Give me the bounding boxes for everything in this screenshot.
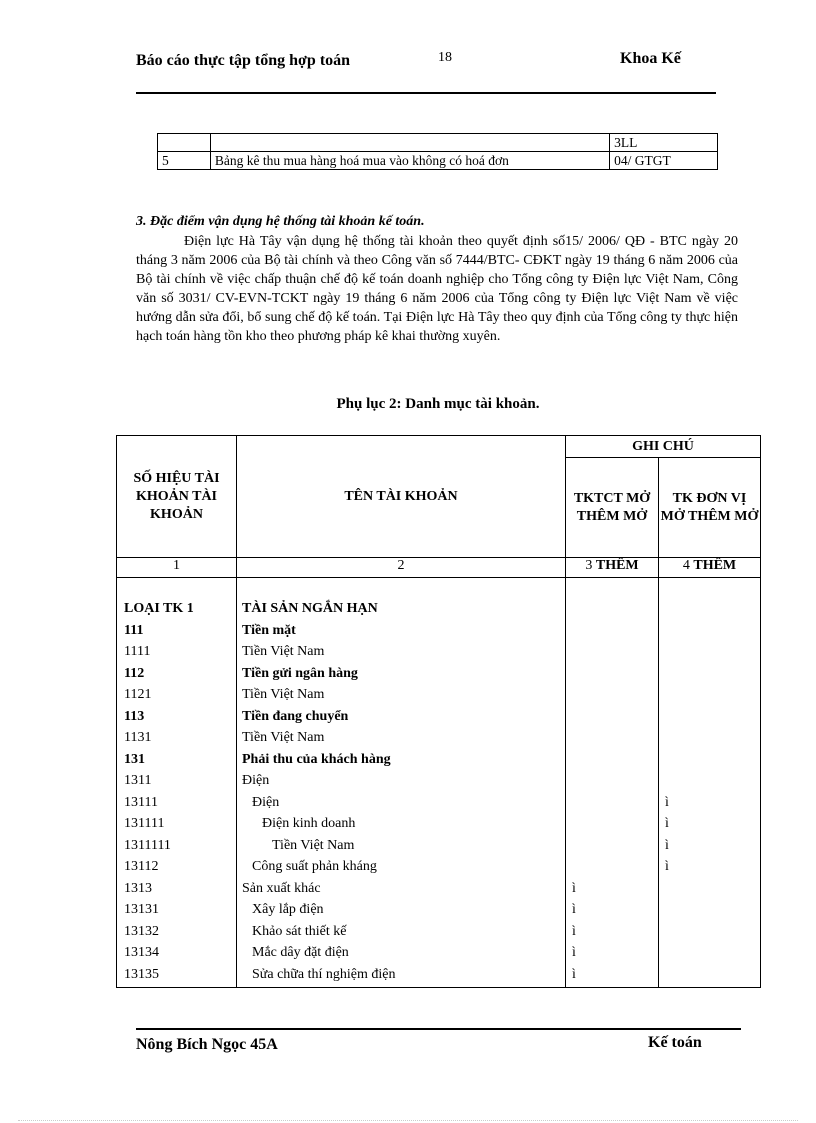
section-paragraph bbox=[136, 233, 738, 346]
footer-rule bbox=[136, 1028, 741, 1030]
account-tkct bbox=[572, 856, 652, 878]
unit-column bbox=[659, 578, 761, 988]
tkct-column bbox=[566, 578, 659, 988]
footer-author: Nông Bích Ngọc 45A bbox=[136, 1036, 278, 1053]
account-code: 112 bbox=[124, 665, 145, 681]
account-name: Sửa chữa thí nghiệm điện bbox=[252, 966, 396, 982]
column-number-4 bbox=[659, 558, 761, 578]
account-code: 13131 bbox=[124, 902, 159, 917]
account-donvi: ì bbox=[665, 859, 669, 874]
header-account-number: SỐ HIỆU TÀI KHOẢN TÀI KHOẢN bbox=[117, 436, 237, 558]
account-name: Khảo sát thiết kế bbox=[252, 923, 347, 939]
account-donvi bbox=[665, 921, 754, 943]
column-number: 1 bbox=[117, 558, 237, 578]
account-catalog-table bbox=[116, 435, 761, 988]
section-heading: 3. Đặc điểm vận dụng hệ thống tài khoản kế toán. bbox=[136, 214, 425, 229]
account-tkct bbox=[572, 749, 652, 771]
account-tkct: ì bbox=[572, 923, 576, 939]
account-code: 1131 bbox=[124, 730, 152, 745]
account-name: Xây lắp điện bbox=[252, 902, 324, 917]
account-name-column bbox=[237, 578, 566, 988]
header-account-name: TÊN TÀI KHOẢN bbox=[237, 436, 566, 558]
account-name: TÀI SẢN NGẮN HẠN bbox=[242, 601, 378, 616]
row-description: Bảng kê thu mua hàng hoá mua vào không có hoá đơn bbox=[210, 152, 609, 170]
header-continuation: THÊM bbox=[693, 558, 737, 573]
account-donvi: ì bbox=[665, 794, 669, 810]
column-number: 3 bbox=[585, 558, 593, 573]
account-name: Sản xuất khác bbox=[242, 880, 321, 896]
account-code-column bbox=[117, 578, 237, 988]
header-title: Báo cáo thực tập tổng hợp toán bbox=[136, 52, 351, 69]
account-name: Mắc dây đặt điện bbox=[252, 945, 349, 960]
account-name: Tiền Việt Nam bbox=[272, 837, 355, 853]
account-donvi: ì bbox=[665, 837, 669, 853]
account-code: 13134 bbox=[124, 945, 159, 960]
account-donvi bbox=[665, 964, 754, 986]
account-tkct bbox=[572, 792, 652, 814]
header-notes-group: GHI CHÚ bbox=[566, 436, 761, 458]
account-code: 111 bbox=[124, 622, 144, 638]
column-number: 4 bbox=[682, 558, 690, 573]
account-name: Phải thu của khách hàng bbox=[242, 751, 391, 767]
account-tkct bbox=[572, 706, 652, 728]
account-tkct bbox=[572, 620, 652, 642]
row-number: 5 bbox=[158, 152, 211, 170]
account-code: 13132 bbox=[124, 923, 159, 939]
header-continuation: THÊM bbox=[595, 558, 639, 573]
account-name: Điện kinh doanh bbox=[262, 816, 356, 831]
account-tkct bbox=[572, 813, 652, 835]
account-donvi bbox=[665, 749, 754, 771]
account-donvi bbox=[665, 684, 754, 706]
document-list-table bbox=[157, 133, 718, 170]
account-code: 1311111 bbox=[124, 837, 171, 853]
account-tkct bbox=[572, 598, 652, 620]
account-donvi: ì bbox=[665, 816, 669, 831]
account-code: 1121 bbox=[124, 687, 152, 702]
header-rule bbox=[136, 92, 716, 94]
footer-major: Kế toán bbox=[648, 1034, 702, 1051]
account-donvi bbox=[665, 598, 754, 620]
account-donvi bbox=[665, 706, 754, 728]
header-department: Khoa Kế bbox=[620, 50, 681, 67]
row-number bbox=[158, 134, 211, 152]
account-code: 113 bbox=[124, 708, 145, 724]
account-code: 1313 bbox=[124, 880, 152, 896]
account-name: Tiền Việt Nam bbox=[242, 644, 325, 659]
account-tkct bbox=[572, 770, 652, 792]
account-tkct bbox=[572, 684, 652, 706]
account-tkct: ì bbox=[572, 966, 576, 982]
account-code: 1311 bbox=[124, 773, 152, 788]
account-donvi bbox=[665, 878, 754, 900]
account-name: Điện bbox=[242, 773, 270, 788]
table-row bbox=[158, 152, 718, 170]
account-tkct bbox=[572, 835, 652, 857]
account-code: 1111 bbox=[124, 644, 151, 659]
account-tkct bbox=[572, 727, 652, 749]
account-name: Tiền Việt Nam bbox=[242, 687, 325, 702]
account-name: Tiền gửi ngân hàng bbox=[242, 665, 358, 681]
account-tkct bbox=[572, 641, 652, 663]
account-tkct: ì bbox=[572, 880, 576, 896]
annex-title: Phụ lục 2: Danh mục tài khoản. bbox=[336, 396, 540, 412]
account-name: Tiền mặt bbox=[242, 622, 296, 638]
column-number: 2 bbox=[237, 558, 566, 578]
page-number: 18 bbox=[438, 50, 452, 65]
column-number-3 bbox=[566, 558, 659, 578]
row-form-code: 3LL bbox=[610, 134, 718, 152]
account-name: Tiền Việt Nam bbox=[242, 730, 325, 745]
table-row bbox=[158, 134, 718, 152]
account-donvi bbox=[665, 641, 754, 663]
account-tkct bbox=[572, 663, 652, 685]
row-description bbox=[210, 134, 609, 152]
account-name: Điện bbox=[252, 794, 280, 810]
account-tkct: ì bbox=[572, 945, 576, 960]
account-code: 13112 bbox=[124, 859, 159, 874]
account-donvi bbox=[665, 770, 754, 792]
account-name: Tiền đang chuyển bbox=[242, 708, 349, 724]
account-donvi bbox=[665, 663, 754, 685]
account-code: 13111 bbox=[124, 794, 158, 810]
account-code: 131 bbox=[124, 751, 145, 767]
account-code: 13135 bbox=[124, 966, 159, 982]
account-donvi bbox=[665, 899, 754, 921]
account-donvi bbox=[665, 942, 754, 964]
header-unit: TK ĐƠN VỊ MỞ THÊM MỞ bbox=[659, 458, 761, 558]
row-form-code: 04/ GTGT bbox=[610, 152, 718, 170]
paragraph-text: Điện lực Hà Tây vận dụng hệ thống tài khoản theo quyết định số15/ 2006/ QĐ - BTC ngày 20 tháng 3 năm 2006 của Bộ tài chính và theo Công văn số 7444/BTC- CĐKT ngày 19 tháng 6 năm 2006 của Bộ tài chính về việc chấp thuận chế độ kế toán doanh nghiệp cho Tổng công ty Điện lực Việt Nam, Công văn số 3031/ CV-EVN-TCKT ngày 19 tháng 6 năm 2006 của Tổng công ty Điện lực Việt Nam về việc hướng dẫn sửa đổi, bổ sung chế độ kế toán. Tại Điện lực Hà Tây theo quy định của Tổng công ty thực hiện hạch toán hàng tồn kho theo phương pháp kê khai thường xuyên. bbox=[136, 234, 738, 344]
header-tkct: TKTCT MỞ THÊM MỞ bbox=[566, 458, 659, 558]
page-bottom-edge bbox=[18, 1120, 798, 1121]
account-code: 131111 bbox=[124, 816, 165, 831]
account-code: LOẠI TK 1 bbox=[124, 601, 194, 616]
account-name: Công suất phản kháng bbox=[252, 859, 377, 874]
account-donvi bbox=[665, 727, 754, 749]
account-donvi bbox=[665, 620, 754, 642]
account-tkct: ì bbox=[572, 902, 576, 917]
